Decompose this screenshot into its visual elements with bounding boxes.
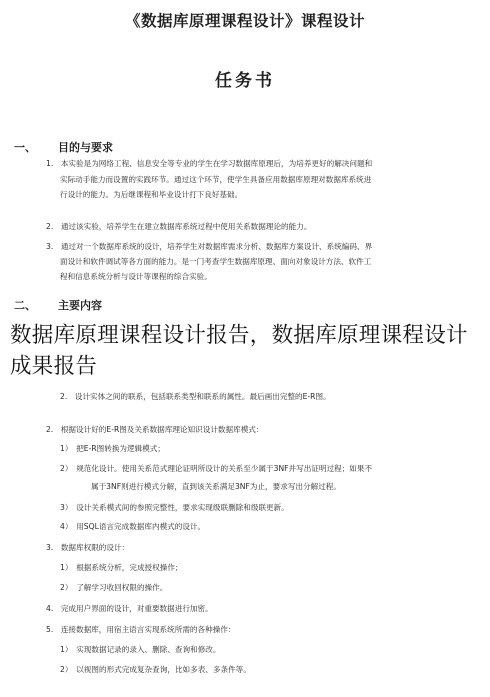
section-title: 目的与要求 bbox=[58, 141, 113, 154]
text-line: 2. 设计实体之间的联系，包括联系类型和联系的属性。最后画出完整的E-R图。 bbox=[60, 392, 331, 401]
document-subtitle: 任务书 bbox=[215, 71, 275, 91]
text-line: 4） 用SQL语言完成数据库内模式的设计。 bbox=[60, 522, 206, 531]
text-line: 3. 数据库权限的设计： bbox=[46, 543, 130, 552]
text-line: 2） 了解学习收回权限的操作。 bbox=[60, 583, 168, 592]
text-line: 行设计的能力。为后继课程和毕业设计打下良好基础。 bbox=[60, 190, 243, 199]
text-line: 2. 通过该实验，培养学生在建立数据库系统过程中使用关系数据理论的能力。 bbox=[46, 222, 312, 231]
text-line: 面设计和软件调试等各方面的能力。是一门考查学生数据库原理、面向对象设计方法、软件工 bbox=[60, 257, 372, 266]
text-line: 1. 本实验是为网络工程、信息安全等专业的学生在学习数据库原理后，为培养更好的解决问题和 bbox=[46, 159, 373, 168]
text-line: 4. 完成用户界面的设计，对重要数据进行加密。 bbox=[46, 604, 213, 613]
overlay-caption-text: 数据库原理课程设计报告，数据库原理课程设计成果报告 bbox=[10, 323, 468, 379]
text-line: 1） 实现数据记录的录入、删除、查询和修改。 bbox=[60, 645, 221, 654]
text-line: 程和信息系统分析与设计等课程的综合实验。 bbox=[60, 272, 212, 281]
text-line: 5. 连接数据库，用宿主语言实现系统所需的各种操作： bbox=[46, 625, 236, 634]
document-title: 《数据库原理课程设计》课程设计 bbox=[124, 12, 365, 30]
section-number: 一、 bbox=[14, 141, 36, 154]
section-heading-2 bbox=[14, 297, 102, 313]
text-line: 2） 以视图的形式完成复杂查询，比如多表、多条件等。 bbox=[60, 665, 251, 674]
text-line: 1） 把E-R图转换为逻辑模式； bbox=[60, 444, 165, 453]
overlay-caption bbox=[10, 320, 482, 382]
text-line: 属于3NF则进行模式分解，直到该关系满足3NF为止，要求写出分解过程。 bbox=[91, 482, 341, 491]
section-title: 主要内容 bbox=[58, 299, 102, 312]
text-line: 实际动手能力而设置的实践环节。通过这个环节，使学生具备应用数据库原理对数据库系统进 bbox=[60, 175, 372, 184]
text-line: 3. 通过对一个数据库系统的设计，培养学生对数据库需求分析、数据库方案设计、系统编码、界 bbox=[46, 242, 373, 251]
text-line: 3） 设计关系模式间的参照完整性，要求实现级联删除和级联更新。 bbox=[60, 503, 289, 512]
section-number: 二、 bbox=[14, 299, 36, 312]
text-line: 2） 规范化设计。使用关系范式理论证明所设计的关系至少属于3NF并写出证明过程；如果不 bbox=[60, 464, 373, 473]
text-line: 2. 根据设计好的E-R图及关系数据库理论知识设计数据库模式： bbox=[46, 425, 264, 434]
text-line: 1） 根据系统分析，完成授权操作； bbox=[60, 563, 183, 572]
section-heading-1 bbox=[14, 139, 113, 155]
